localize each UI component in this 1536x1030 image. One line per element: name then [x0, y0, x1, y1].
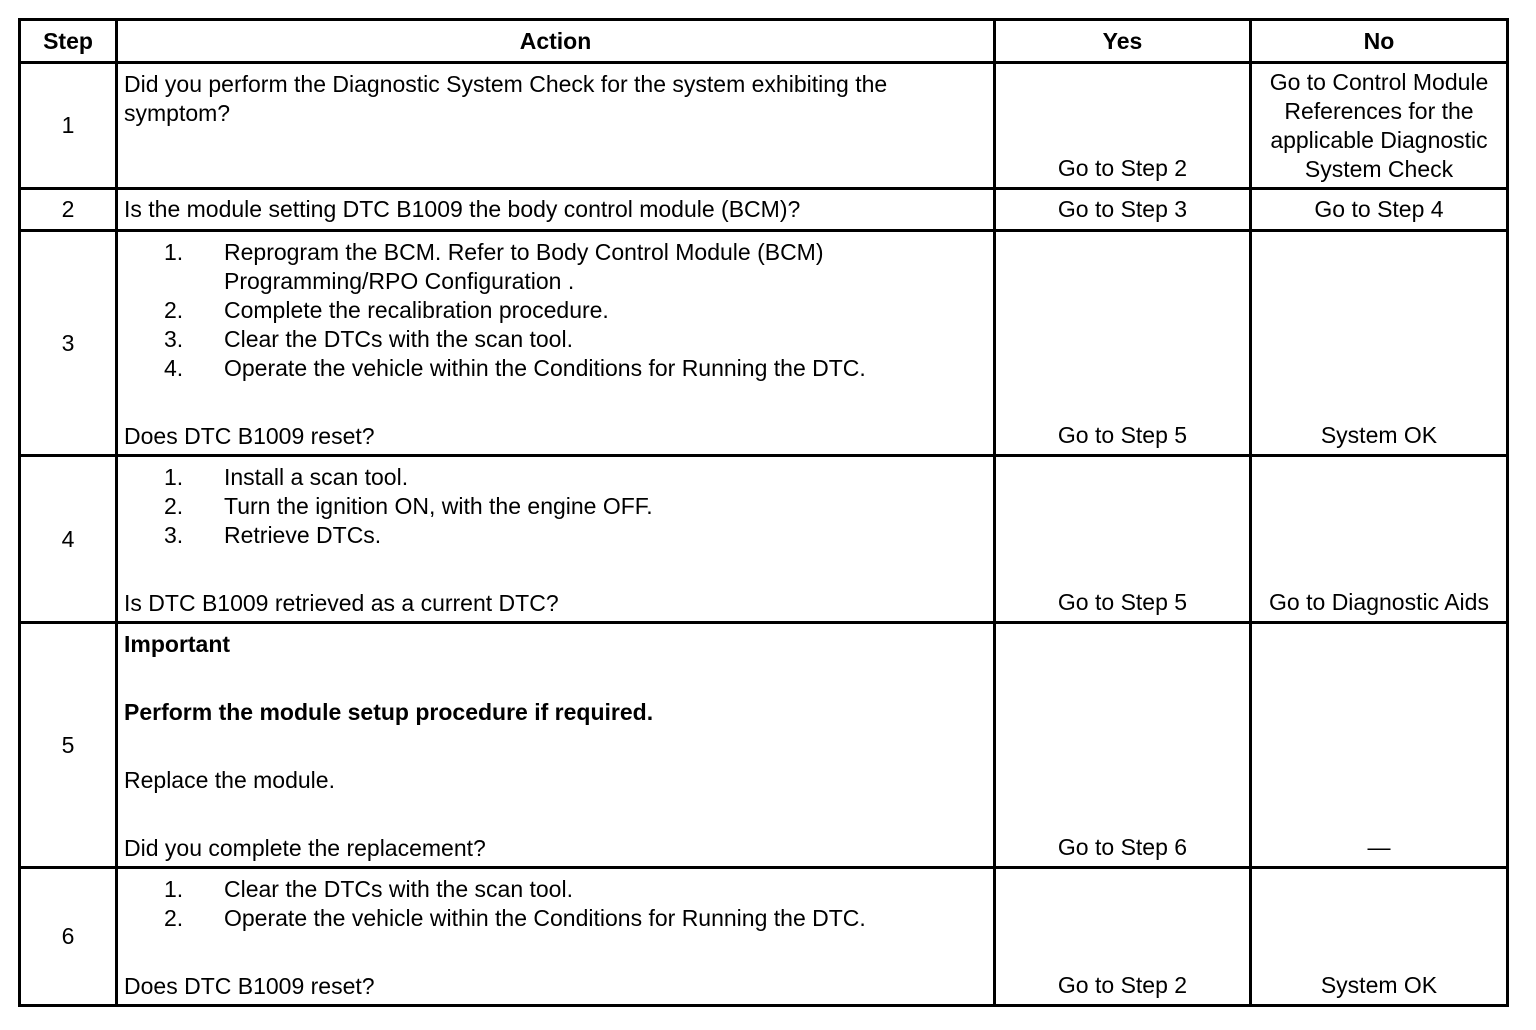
action-cell — [117, 63, 995, 189]
list-item — [124, 296, 987, 325]
table-row — [20, 868, 1508, 1006]
list-item — [124, 904, 987, 933]
table-row — [20, 623, 1508, 868]
yes-cell: Go to Step 5 — [995, 231, 1251, 456]
list-item-number: 2. — [164, 905, 184, 931]
list-item — [124, 238, 987, 296]
list-item — [124, 492, 987, 521]
action-cell — [117, 456, 995, 623]
action-question: Does DTC B1009 reset? — [124, 973, 375, 999]
list-item-text: Turn the ignition ON, with the engine OFF. — [224, 493, 653, 519]
list-item-text: Operate the vehicle within the Conditions for Running the DTC. — [224, 355, 866, 381]
action-question: Is DTC B1009 retrieved as a current DTC? — [124, 590, 559, 616]
no-cell: System OK — [1251, 231, 1508, 456]
list-item-text: Clear the DTCs with the scan tool. — [224, 326, 573, 352]
step-number: 4 — [20, 456, 117, 623]
step-number: 5 — [20, 623, 117, 868]
header-row — [20, 20, 1508, 63]
list-item-text: Retrieve DTCs. — [224, 522, 382, 548]
list-item — [124, 521, 987, 550]
list-item-number: 3. — [164, 326, 184, 352]
action-question: Did you complete the replacement? — [124, 835, 486, 861]
action-question: Did you perform the Diagnostic System Check for the system exhibiting the symptom? — [124, 71, 888, 126]
list-item-text: Complete the recalibration procedure. — [224, 297, 609, 323]
yes-cell: Go to Step 2 — [995, 63, 1251, 189]
list-item-text: Reprogram the BCM. Refer to Body Control Module (BCM) Programming/RPO Configuration . — [224, 239, 824, 294]
no-cell: — — [1251, 623, 1508, 868]
table-row — [20, 456, 1508, 623]
list-item — [124, 325, 987, 354]
table-row — [20, 231, 1508, 456]
step-number: 3 — [20, 231, 117, 456]
action-cell — [117, 189, 995, 231]
list-item-number: 2. — [164, 297, 184, 323]
list-item-number: 1. — [164, 239, 184, 265]
list-item-number: 1. — [164, 876, 184, 902]
action-instruction: Replace the module. — [124, 767, 335, 793]
list-item — [124, 875, 987, 904]
list-item — [124, 354, 987, 383]
header-action: Action — [117, 20, 995, 63]
list-item — [124, 463, 987, 492]
no-cell: System OK — [1251, 868, 1508, 1006]
yes-cell: Go to Step 6 — [995, 623, 1251, 868]
list-item-number: 2. — [164, 493, 184, 519]
list-item-number: 3. — [164, 522, 184, 548]
action-steps-list — [124, 463, 987, 550]
no-cell: Go to Diagnostic Aids — [1251, 456, 1508, 623]
step-number: 1 — [20, 63, 117, 189]
step-number: 2 — [20, 189, 117, 231]
list-item-number: 1. — [164, 464, 184, 490]
yes-cell: Go to Step 5 — [995, 456, 1251, 623]
important-text: Perform the module setup procedure if required. — [124, 699, 654, 725]
table-row — [20, 63, 1508, 189]
header-step: Step — [20, 20, 117, 63]
action-steps-list — [124, 238, 987, 383]
action-question: Is the module setting DTC B1009 the body control module (BCM)? — [124, 195, 801, 222]
action-cell — [117, 231, 995, 456]
header-no: No — [1251, 20, 1508, 63]
yes-cell: Go to Step 2 — [995, 868, 1251, 1006]
step-number: 6 — [20, 868, 117, 1006]
diagnostic-table-container — [18, 18, 1509, 1007]
list-item-text: Clear the DTCs with the scan tool. — [224, 876, 573, 902]
no-cell: Go to Control Module References for the applicable Diagnostic System Check — [1251, 63, 1508, 189]
diagnostic-table — [18, 18, 1509, 1007]
action-question: Does DTC B1009 reset? — [124, 423, 375, 449]
list-item-text: Install a scan tool. — [224, 464, 409, 490]
yes-cell: Go to Step 3 — [995, 189, 1251, 231]
action-steps-list — [124, 875, 987, 933]
list-item-text: Operate the vehicle within the Conditions for Running the DTC. — [224, 905, 866, 931]
header-yes: Yes — [995, 20, 1251, 63]
action-cell — [117, 623, 995, 868]
table-row — [20, 189, 1508, 231]
list-item-number: 4. — [164, 355, 184, 381]
important-label: Important — [124, 631, 231, 657]
no-cell: Go to Step 4 — [1251, 189, 1508, 231]
action-cell — [117, 868, 995, 1006]
